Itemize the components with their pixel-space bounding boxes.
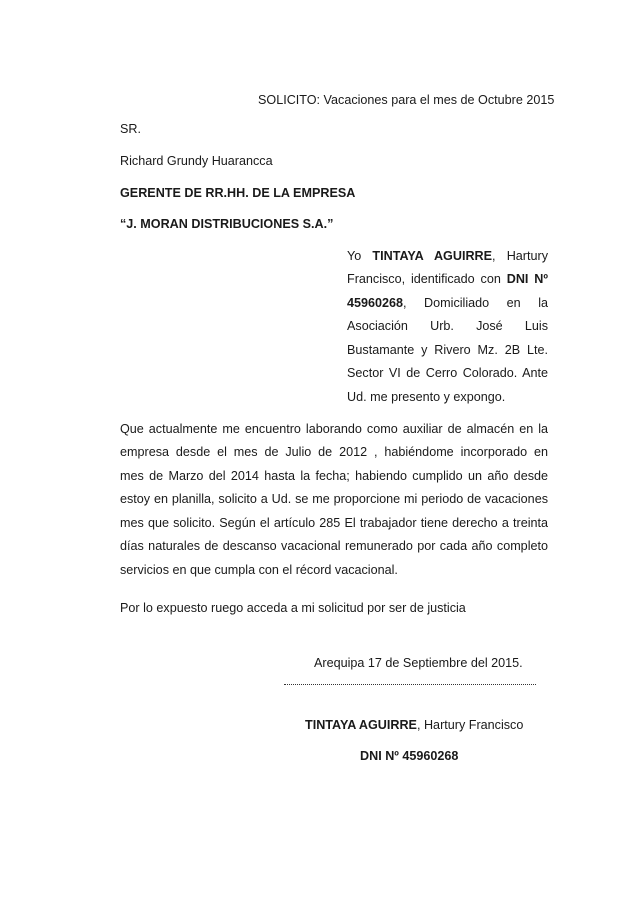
body-line: mes que solicito. Según el artículo 285 El trabajador tiene derecho a treinta [120, 516, 548, 530]
intro-line-3 [347, 295, 548, 311]
body-line: empresa desde el mes de Julio de 2012 , habiéndome incorporado en [120, 445, 548, 459]
body-line: estoy en planilla, solicito a Ud. se me proporcione mi periodo de vacaciones [120, 492, 548, 506]
signature-line [284, 684, 536, 685]
body-line: servicios en que cumpla con el récord vacacional. [120, 563, 398, 577]
intro-line-7: Ud. me presento y expongo. [347, 390, 506, 404]
intro-line-2 [347, 271, 548, 287]
company-name: “J. MORAN DISTRIBUCIONES S.A.” [120, 217, 334, 231]
place-date: Arequipa 17 de Septiembre del 2015. [314, 656, 523, 670]
intro-line-4: Asociación Urb. José Luis [347, 319, 548, 333]
recipient-name: Richard Grundy Huarancca [120, 154, 273, 168]
signature-surname: TINTAYA AGUIRRE [305, 718, 417, 732]
body-line: mes de Marzo del 2014 hasta la fecha; habiendo cumplido un año desde [120, 469, 548, 483]
intro-line-6: Sector VI de Cerro Colorado. Ante [347, 366, 548, 380]
intro-line-1 [347, 248, 548, 264]
intro-firstname: , Hartury [492, 249, 548, 263]
intro-identificado: Francisco, identificado con [347, 272, 501, 286]
body-line: días naturales de descanso vacacional remunerado por cada año completo [120, 539, 548, 553]
signature-firstname: , Hartury Francisco [416, 718, 524, 732]
intro-name: TINTAYA AGUIRRE [372, 249, 493, 263]
subject-line: SOLICITO: Vacaciones para el mes de Octubre 2015 [258, 93, 555, 107]
body-line: Que actualmente me encuentro laborando como auxiliar de almacén en la [120, 422, 548, 436]
intro-domiciliado: , Domiciliado en la [403, 296, 548, 310]
intro-yo: Yo [347, 249, 362, 263]
signature-dni: DNI Nº 45960268 [360, 749, 459, 763]
salutation: SR. [120, 122, 141, 136]
signature-name [305, 717, 523, 733]
intro-dni-label: DNI Nº [506, 272, 548, 286]
recipient-title: GERENTE DE RR.HH. DE LA EMPRESA [120, 186, 356, 200]
intro-dni-number: 45960268 [347, 296, 404, 310]
intro-line-5: Bustamante y Rivero Mz. 2B Lte. [347, 343, 548, 357]
closing-sentence: Por lo expuesto ruego acceda a mi solicitud por ser de justicia [120, 601, 466, 615]
